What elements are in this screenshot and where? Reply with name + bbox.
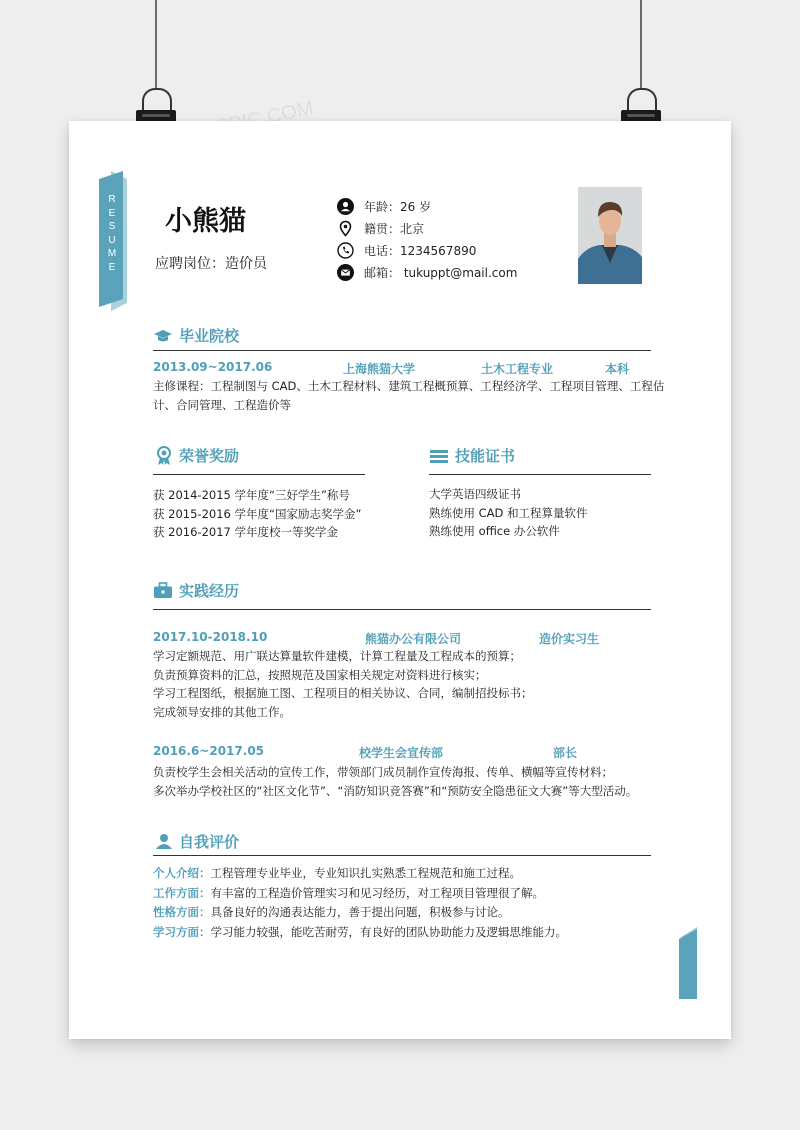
certificate-stack-icon [429,448,449,464]
profile-photo [578,187,642,284]
info-age: 年龄：26 岁 [337,197,431,215]
practice-period: 2017.10-2018.10 [153,630,268,644]
briefcase-icon [153,582,173,599]
candidate-name: 小熊猫 [165,206,246,237]
education-degree: 本科 [605,362,630,376]
honor-item: 获 2016-2017 学年度校一等奖学金 [153,525,338,539]
self-evaluation-item: 学习方面：学习能力较强，能吃苦耐劳，有良好的团队协助能力及逻辑思维能力。 [153,924,567,939]
practice-role: 造价实习生 [539,632,600,646]
section-title-skills: 技能证书 [429,445,515,466]
practice-role: 部长 [553,746,578,760]
section-title-self-evaluation: 自我评价 [155,831,239,852]
honor-item: 获 2014-2015 学年度“三好学生”称号 [153,488,350,502]
practice-details: 学习定额规范、用广联达算量软件建模，计算工程量及工程成本的预算； 负责预算资料的汇总，按照规范及国家相关规定对资料进行核实； 学习工程图纸，根据施工图、工程项目的相关协议、合同，编制招投标书； 完成领导安排的其他工作。 [153,649,533,719]
award-medal-icon [155,446,173,466]
person-icon [155,833,173,850]
location-icon [337,220,354,237]
practice-organization: 熊猫办公有限公司 [365,632,462,646]
section-title-honors: 荣誉奖励 [155,445,239,466]
info-email: 邮箱： tukuppt@mail.com [337,263,517,281]
skill-item: 熟练使用 office 办公软件 [429,524,560,538]
education-major: 土木工程专业 [481,362,554,376]
practice-period: 2016.6~2017.05 [153,744,265,758]
practice-divider [153,609,651,610]
self-evaluation-divider [153,855,651,856]
skills-list [429,485,588,541]
person-icon [337,198,354,215]
info-hometown: 籍贯：北京 [337,219,424,237]
phone-icon [337,242,354,259]
graduation-cap-icon [153,328,173,344]
corner-tab-decoration [675,927,701,1003]
education-divider [153,350,651,351]
practice-organization: 校学生会宣传部 [359,746,444,760]
self-evaluation-item: 个人介绍：工程管理专业毕业，专业知识扎实熟悉工程规范和施工过程。 [153,866,521,880]
honor-item: 获 2015-2016 学年度“国家励志奖学金” [153,506,362,521]
skill-item: 大学英语四级证书 [429,487,521,501]
resume-tab-text: R E S U M E [107,194,117,273]
section-title-education: 毕业院校 [153,325,239,346]
honors-divider [153,474,365,475]
self-evaluation-list [153,864,567,942]
self-evaluation-item: 性格方面：具备良好的沟通表达能力，善于提出问题，积极参与讨论。 [153,905,510,919]
practice-details: 负责校学生会相关活动的宣传工作，带领部门成员制作宣传海报、传单、横幅等宣传材料； 多次举办学校社区的“社区文化节”、“消防知识竞答赛”和“预防安全隐患征文大赛”等大型活动。 [153,765,638,798]
honors-list [153,486,361,542]
section-title-practice: 实践经历 [153,580,239,601]
applied-position: 应聘岗位：造价员 [155,256,267,272]
education-courses: 主修课程：工程制图与 CAD、土木工程材料、建筑工程概预算、工程经济学、工程项目管理、工程估 计、合同管理、工程造价等 [153,379,665,412]
resume-tab [99,171,125,305]
education-school: 上海熊猫大学 [343,362,416,376]
resume-paper [69,121,731,1039]
info-phone: 电话：1234567890 [337,241,476,259]
mail-icon [337,264,354,281]
education-period: 2013.09~2017.06 [153,360,273,374]
skill-item: 熟练使用 CAD 和工程算量软件 [429,505,588,520]
skills-divider [429,474,651,475]
self-evaluation-item: 工作方面：有丰富的工程造价管理实习和见习经历，对工程项目管理很了解。 [153,885,544,900]
